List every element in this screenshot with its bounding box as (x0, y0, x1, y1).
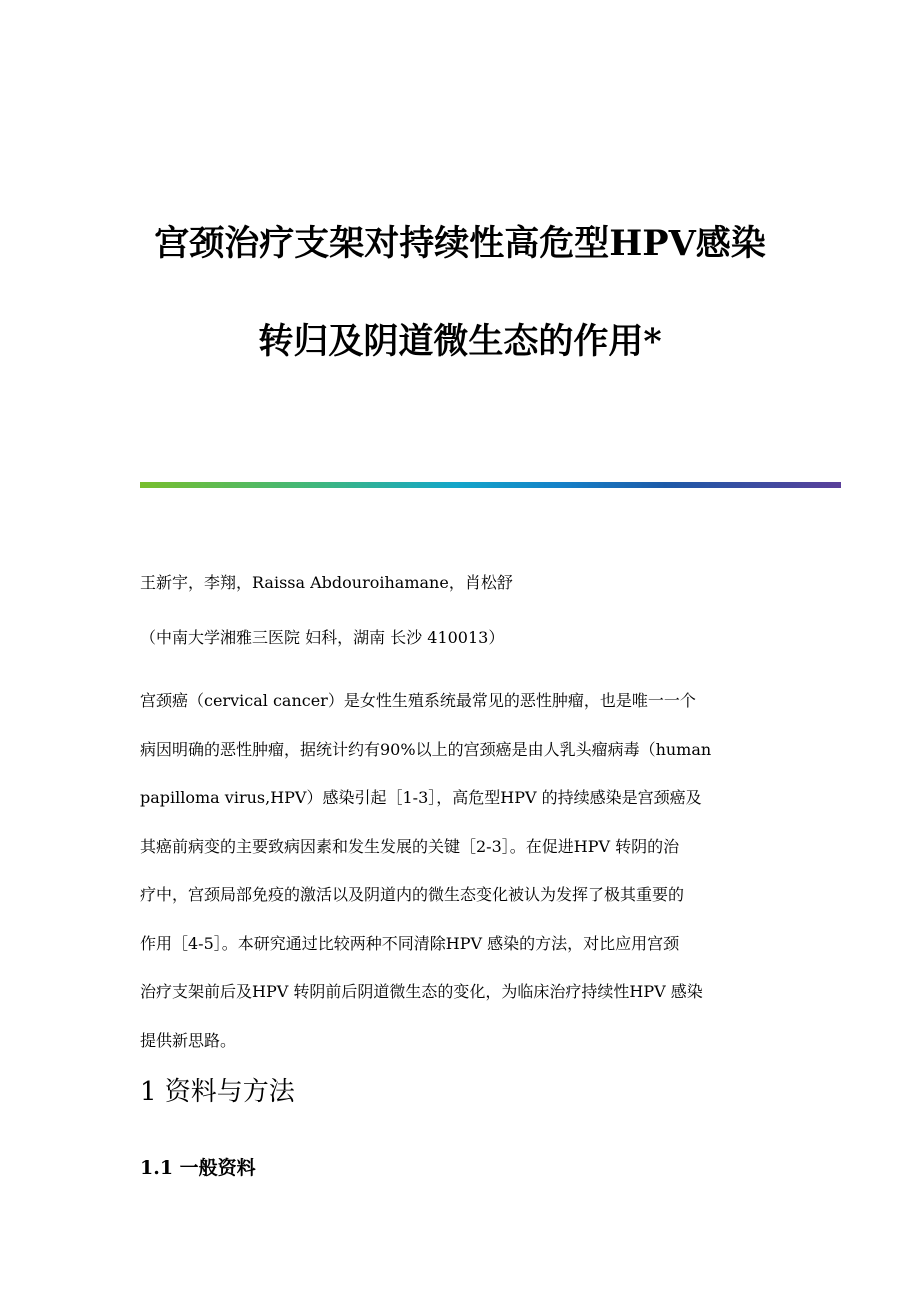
paragraph-line: 作用［4-5］。本研究通过比较两种不同清除HPV 感染的方法，对比应用宫颈 (140, 933, 680, 953)
authors: 王新宇，李翔，Raissa Abdouroihamane，肖松舒 (140, 573, 513, 592)
affiliation: （中南大学湘雅三医院 妇科，湖南 长沙 410013） (140, 628, 505, 647)
paragraph-line: 提供新思路。 (140, 1030, 237, 1050)
subsection-heading: 1.1 一般资料 (140, 1157, 256, 1179)
paragraph-line: 其癌前病变的主要致病因素和发生发展的关键［2-3］。在促进HPV 转阴的治 (140, 836, 680, 856)
title-line-2: 转归及阴道微生态的作用* (258, 321, 662, 362)
paragraph-line: 治疗支架前后及HPV 转阴前后阴道微生态的变化，为临床治疗持续性HPV 感染 (140, 982, 703, 1001)
paragraph-line: 病因明确的恶性肿瘤，据统计约有90%以上的宫颈癌是由人乳头瘤病毒（human (140, 739, 712, 759)
paragraph-line: 疗中，宫颈局部免疫的激活以及阴道内的微生态变化被认为发挥了极其重要的 (140, 885, 685, 904)
paragraph-line: papilloma virus,HPV）感染引起［1-3］，高危型HPV 的持续感染是宫颈癌及 (140, 788, 702, 807)
section-heading: 1 资料与方法 (140, 1077, 295, 1107)
title-line-1: 宫颈治疗支架对持续性高危型HPV感染 (154, 223, 766, 264)
intro-paragraph (140, 677, 785, 1065)
title-divider (140, 482, 841, 488)
paragraph-line: 宫颈癌（cervical cancer）是女性生殖系统最常见的恶性肿瘤，也是唯一一个 (140, 691, 696, 710)
